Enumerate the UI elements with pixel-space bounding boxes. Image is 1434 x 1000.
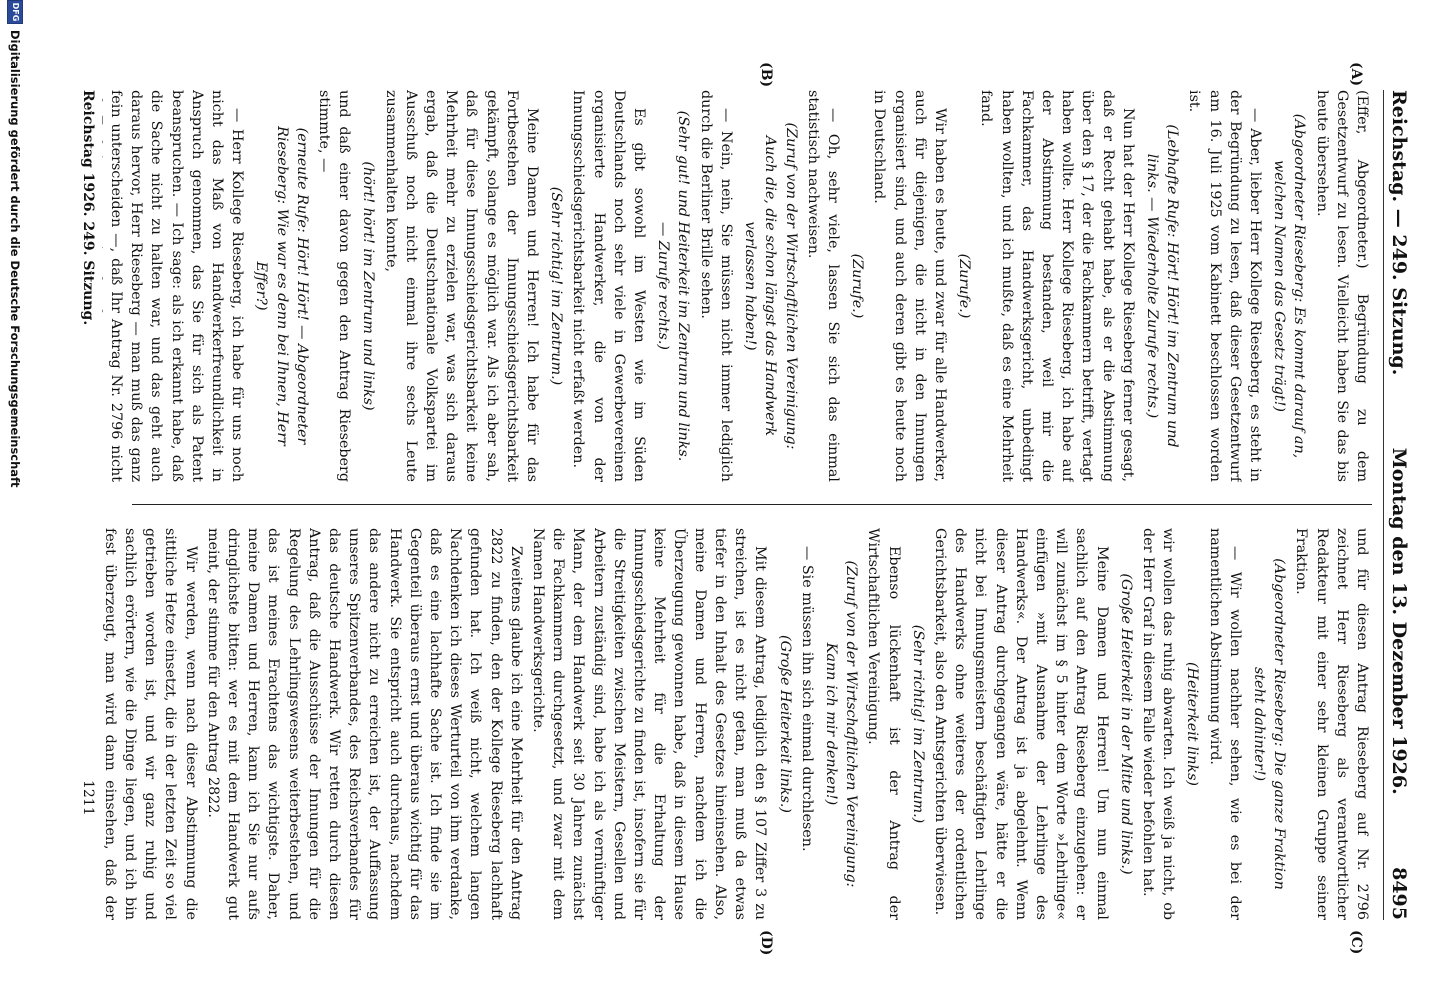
page-number: 8495 [1388,867,1410,920]
paragraph: — Sie müssen ihn sich einmal durchlesen. [798,546,815,852]
paragraph: Es gibt sowohl im Westen wie im Süden Deutschlands noch sehr viele in Gewerbevereinen organisierte Handwerker, die von der Innungsschiedsgerichtsbarkeit nicht erfaßt werden. [570,90,648,482]
paragraph: Meine Damen und Herren! Um nun einmal sachlich auf den Antrag Rieseberg einzugehen: er will zunächst im § 5 hinter dem Worte »Lehrlinge« einfügen »mit Ausnahme der Lehrlinge des Handwerks«. Der Antrag ist ja abgelehnt. Wenn dieser Antrag durchgegangen wäre, hätte er die nicht bei Innungsmeistern beschäftigten Lehrlinge des Handwerks ohne weiteres der ordentlichen Gerichtsbarkeit, also den Amtsgerichten überwiesen. [931,528,1110,920]
margin-marker-c: (C) [1348,930,1364,955]
interjection: (Zurufe.) [849,253,866,319]
footer-session: Reichstag 1926. 249. Sitzung. [80,90,96,326]
paragraph: Zweitens glaube ich eine Mehrheit für den Antrag 2822 zu finden, den der Kollege Rieseberg lachhaft gefunden hat. Ich weiß nicht, welchem langen Nachdenken ich dieses Werturteil von ihm verdanke, daß es eine lachhafte Sache ist. Ich finde sie im Gegenteil überaus ernst und überaus wichtig für das Handwerk. Sie entspricht auch durchaus, nachdem das andere nicht zu erreichen ist, der Auffassung unseres Spitzenverbandes, des Reichsverbandes für das deutsche Handwerk. Wir retten durch diesen Antrag, daß die Ausschüsse der Innungen für die Regelung des Lehrlingswesens weiterbestehen, und das ist meines Erachtens das wichtigste. Daher, meine Damen und Herren, kann ich Sie nur aufs dringlichste bitten: wer es mit dem Handwerk gut meint, der stimme für den Antrag 2822. [204,528,524,920]
paragraph: (Effer, Abgeordneter.) Begründung zu dem Gesetzentwurf zu lesen. Vielleicht haben Sie das bis heute übersehen. [1313,90,1370,482]
paragraph: — Wir wollen nachher sehen, wie es bei der namentlichen Abstimmung wird. [1206,528,1243,920]
interjection: (erneute Rufe: Hört! Hört! — Abgeordneter Rieseberg: Wie war es denn bei Ihnen, Herr Effer?) [253,126,310,446]
digitization-credit [5,0,25,1000]
interjection: (Lebhafte Rufe: Hört! Hört! im Zentrum und links. — Wiederholte Zurufe rechts.) [1143,124,1181,448]
interjection: (hört! hört! im Zentrum und links) [360,161,377,411]
margin-marker-b: (B) [758,62,774,88]
paragraph: und daß einer davon gegen den Antrag Rieseberg stimmte, — [316,90,353,482]
paragraph: — Oh, sehr viele, lassen Sie sich das einmal statistisch nachweisen. [804,90,841,482]
paragraph: Meine Damen und Herren! Ich habe für das Fortbestehen der Innungsschiedsgerichtsbarkeit gekämpft, solange es möglich war. Als ich aber sah, daß für diese Innungsschiedsgerichtsbarkeit keine Mehrheit mehr zu erzielen war, was sich daraus ergab, daß die Deutschnationale Volkspartei im Ausschuß noch nicht einmal ihre sechs Leute zusammenhalten konnte, [382,90,541,482]
left-column [102,90,1372,482]
right-column [102,528,1372,920]
paragraph: Nun hat der Herr Kollege Rieseberg ferner gesagt, daß er Recht gehabt habe, als er die Abstimmung über den § 17, der die Fachkammern betrifft, vertagt haben wollte. Herr Kollege Rieseberg, ich habe auf der Abstimmung bestanden, weil mir die Fachkammer, das Handwerksgericht, unbedingt haben wollten, und ich mußte, daß es eine Mehrheit fand. [978,90,1136,482]
paragraph: Ebenso lückenhaft ist der Antrag der Wirtschaftlichen Vereinigung. [865,528,902,920]
interjection: (Große Heiterkeit links.) [776,635,793,813]
paragraph: wir wollen das ruhig abwarten. Ich weiß ja nicht, ob der Herr Graf in diesem Falle wieder befohlen hat. [1139,528,1177,920]
interjection: (Zurufe.) [956,253,973,319]
header-date: Montag den 13. Dezember 1926. [1388,447,1410,795]
page-header [1383,90,1414,920]
paragraph: Mit diesem Antrag, lediglich den § 107 Ziffer 3 zu streichen, ist es nicht getan, man muß da etwas tiefer in den Inhalt des Gesetzes hineinsehen. Also, meine Damen und Herren, nachdem ich die Überzeugung gewonnen habe, daß in diesem Hause keine Mehrheit für die Erhaltung der Innungsschiedsgerichte zu finden ist, insofern sie für die Streitigkeiten zwischen Meistern, Gesellen und Arbeitern zuständig sind, habe ich als vernünftiger Mann, der dem Handwerk seit 30 Jahren zunächst die Fachkammern durchgesetzt, und zwar mit dem Namen Handwerksgerichte. [530,528,769,920]
interjection: (Heiterkeit links) [1184,661,1201,787]
dfg-logo-icon: DFG [7,0,23,24]
interjection: (Abgeordneter Rieseberg: Es kommt darauf an, welchen Namen das Gesetz trägt!) [1271,113,1308,459]
interjection: (Abgeordneter Rieseberg: Die ganze Fraktion steht dahinter!) [1250,558,1288,890]
interjection: (Sehr richtig! im Zentrum.) [548,186,565,386]
paragraph: — Nein, nein, Sie müssen nicht immer lediglich durch die Berliner Brille sehen. [697,90,734,482]
paragraph: — Herr Kollege Rieseberg, ich habe für uns noch nicht das Maß von Handwerkerfreundlichkeit in Anspruch genommen, das Sie für sich als Patent beanspruchen. — Ich sage: als ich erkannt habe, daß die Sache nicht zu halten war, und das geht auch daraus hervor, Herr Rieseberg — man muß das ganz fein unterscheiden —, daß Ihr Antrag Nr. 2796 nicht [108,90,246,482]
header-left: Reichstag. — 249. Sitzung. [1388,90,1410,376]
interjection: (Sehr richtig! im Zentrum.) [909,624,926,824]
interjection: (Sehr gut! und Heiterkeit im Zentrum und links. — Zurufe rechts.) [655,110,692,462]
paragraph: Wir werden, wenn nach dieser Abstimmung die sittliche Hetze einsetzt, die in der letzten Zeit so viel getrieben worden ist, und wir ganz ruhig und sachlich erörtern, wie die Dinge liegen, und ich bin fest überzeugt, man wird dann einsehen, daß der [102,528,199,920]
margin-marker-d: (D) [758,930,774,956]
column-divider [132,504,1372,505]
paragraph: — Aber, lieber Herr Kollege Rieseberg, es steht in der Begründung zu lesen, daß dieser Gesetzentwurf am 16. Juli 1925 vom Kabinett beschlossen worden ist. [1186,90,1263,482]
margin-marker-a: (A) [1348,62,1364,87]
interjection: (Zuruf von der Wirtschaftlichen Vereinigung: Auch die, die schon längst das Handwerk verlassen haben!) [742,122,799,450]
interjection: (Große Heiterkeit in der Mitte und links.) [1117,573,1134,875]
paragraph: Wir haben es heute, und zwar für alle Handwerker, auch für diejenigen, die nicht in den Innungen organisiert sind, und auch deren gibt es heute noch in Deutschland. [871,90,948,482]
credit-text: Digitalisierung gefördert durch die Deutsche Forschungsgemeinschaft [8,30,22,488]
paragraph: und für diesen Antrag Rieseberg auf Nr. 2796 zeichnet Herr Rieseberg als verantwortlicher Redakteur mit einer sehr kleinen Gruppe seiner Fraktion. [1293,528,1370,920]
interjection: (Zuruf von der Wirtschaftlichen Vereinigung: Kann ich mir denken!) [822,560,860,888]
footer-sheet-number: 1211 [80,780,96,816]
